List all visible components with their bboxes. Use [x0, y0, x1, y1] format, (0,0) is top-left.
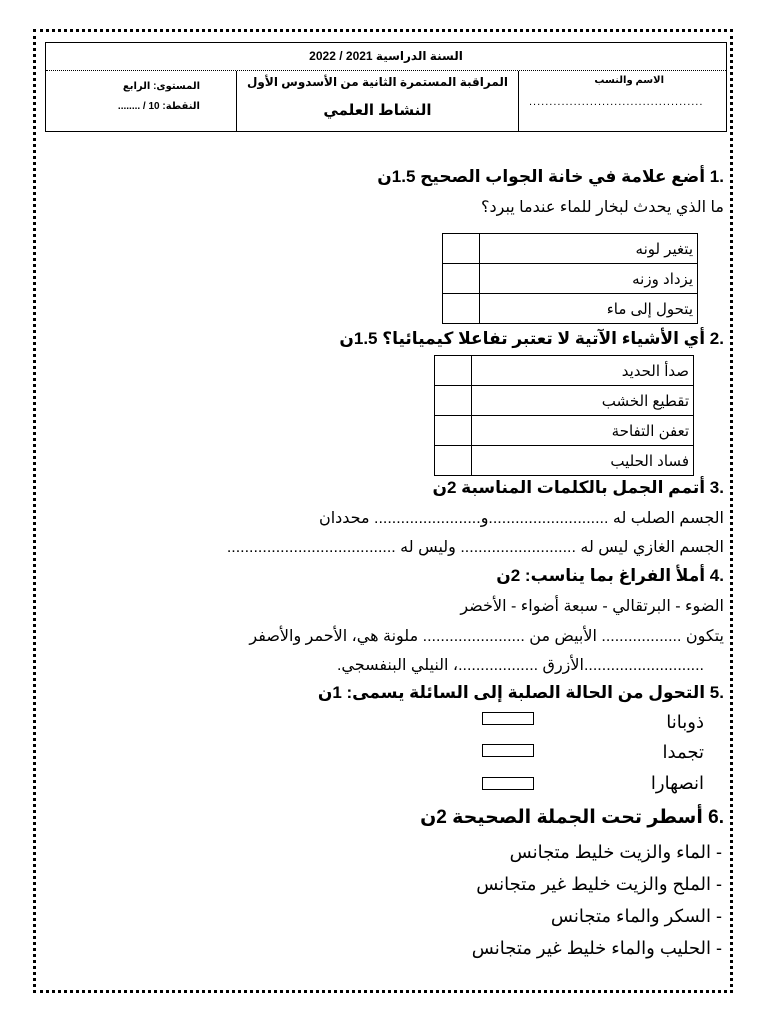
question-5-option-3: انصهارا: [650, 773, 704, 793]
question-text: التحول من الحالة الصلبة إلى السائلة يسمى: 1ن: [317, 683, 706, 702]
question-1-prompt: ما الذي يحدث لبخار للماء عندما يبرد؟: [481, 199, 724, 216]
question-text: أملأ الفراغ بما يناسب: 2ن: [496, 566, 706, 585]
answer-box[interactable]: [482, 777, 534, 790]
question-text: أسطر تحت الجملة الصحيحة 2ن: [420, 807, 703, 828]
student-name-field[interactable]: ...........................................: [529, 96, 704, 108]
question-3-line-1[interactable]: الجسم الصلب له ...........................و........................ محددان: [318, 510, 724, 527]
question-text: أضع علامة في خانة الجواب الصحيح 1.5ن: [377, 167, 706, 186]
answer-checkbox[interactable]: [443, 264, 480, 294]
answer-checkbox[interactable]: [435, 356, 472, 386]
question-6-option-2[interactable]: - الملح والزيت خليط غير متجانس: [476, 874, 722, 894]
table-row: [435, 386, 694, 416]
question-3-line-2[interactable]: الجسم الغازي ليس له .......................... وليس له ......................................: [226, 539, 724, 556]
question-6-title: [420, 806, 724, 829]
answer-checkbox[interactable]: [435, 416, 472, 446]
question-4-word-bank: الضوء - البرتقالي - سبعة أضواء - الأخضر: [460, 598, 724, 615]
student-name-cell: [518, 71, 726, 131]
question-6-option-1[interactable]: - الماء والزيت خليط متجانس: [509, 842, 722, 862]
score-field[interactable]: النقطة: 10 / ........: [117, 101, 200, 112]
question-1-title: [377, 167, 724, 187]
table-row: [435, 416, 694, 446]
answer-checkbox[interactable]: [435, 386, 472, 416]
question-6-option-4[interactable]: - الحليب والماء خليط غير متجانس: [471, 938, 722, 958]
table-row: [443, 294, 698, 324]
option-label: صدأ الحديد: [472, 356, 694, 386]
option-label: تقطيع الخشب: [472, 386, 694, 416]
question-number: .5: [709, 683, 724, 702]
option-label: تعفن التفاحة: [472, 416, 694, 446]
question-text: أتمم الجمل بالكلمات المناسبة 2ن: [432, 478, 706, 497]
exam-header: [45, 42, 727, 132]
table-row: [443, 264, 698, 294]
option-label: يتغير لونه: [480, 234, 698, 264]
question-number: .3: [709, 478, 724, 497]
table-row: [435, 356, 694, 386]
question-5-title: [318, 683, 724, 703]
answer-box[interactable]: [482, 744, 534, 757]
option-label: يتحول إلى ماء: [480, 294, 698, 324]
question-number: .6: [708, 807, 724, 828]
answer-checkbox[interactable]: [435, 446, 472, 476]
question-5-option-1: ذوبانا: [666, 712, 704, 732]
level-label: المستوى: الرابع: [122, 81, 200, 92]
question-6-option-3[interactable]: - السكر والماء متجانس: [550, 906, 722, 926]
option-label: فساد الحليب: [472, 446, 694, 476]
option-label: يزداد وزنه: [480, 264, 698, 294]
question-number: .2: [709, 329, 724, 348]
table-row: [443, 234, 698, 264]
question-4-title: [496, 566, 724, 586]
question-2-title: [339, 329, 724, 349]
question-2-table: [434, 355, 694, 476]
question-number: .1: [709, 167, 724, 186]
question-4-line-1[interactable]: يتكون .................. الأبيض من ....................... ملونة هي، الأحمر والأصفر: [249, 628, 724, 645]
answer-box[interactable]: [482, 712, 534, 725]
question-number: .4: [709, 566, 724, 585]
subject-title: النشاط العلمي: [323, 102, 432, 119]
question-text: أي الأشياء الآتية لا تعتبر تفاعلا كيميائيا؟ 1.5ن: [339, 329, 706, 348]
school-year: السنة الدراسية 2021 / 2022: [46, 43, 726, 71]
level-score-cell: [46, 71, 238, 131]
question-5-option-2: تجمدا: [662, 742, 704, 762]
question-1-table: [442, 233, 698, 324]
table-row: [435, 446, 694, 476]
answer-checkbox[interactable]: [443, 234, 480, 264]
exam-title-cell: [236, 71, 518, 131]
answer-checkbox[interactable]: [443, 294, 480, 324]
question-3-title: [432, 478, 724, 498]
student-name-label: الاسم والنسب: [594, 75, 664, 86]
question-4-line-2[interactable]: ...........................الأزرق ..................، النيلي البنفسجي.: [336, 657, 704, 674]
exam-title: المراقبة المستمرة الثانية من الأسدوس الأول: [247, 75, 508, 89]
